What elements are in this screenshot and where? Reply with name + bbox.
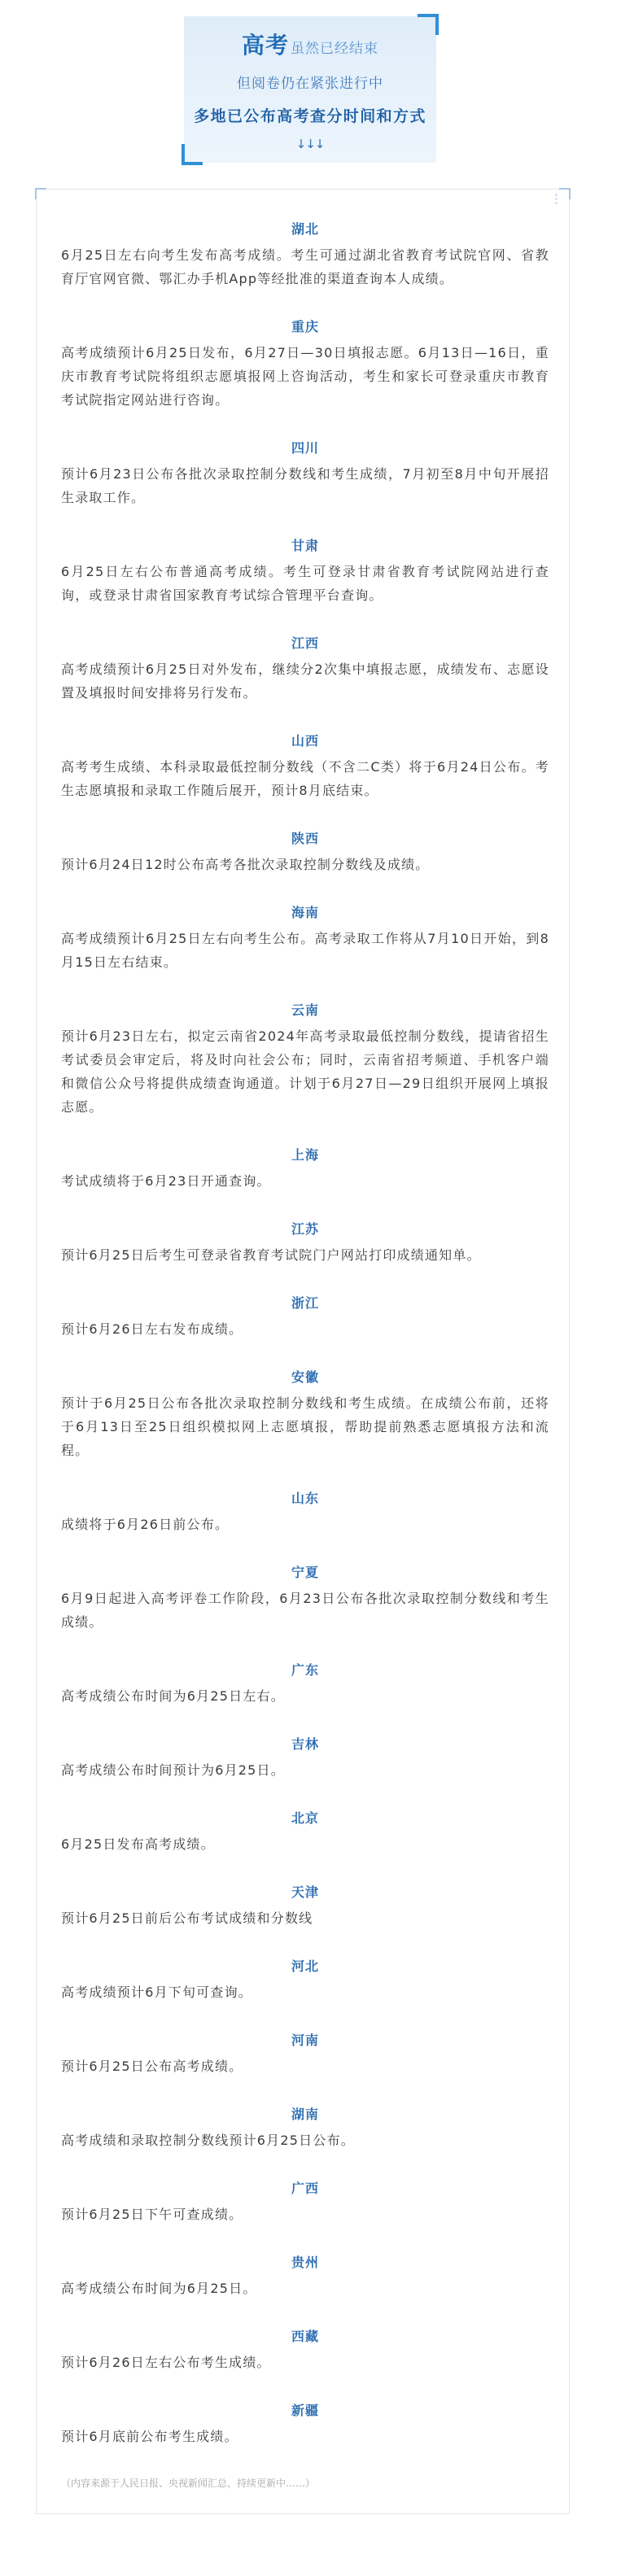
region-section	[61, 1807, 549, 1856]
region-score-release-info: 高考成绩预计6月下旬可查询。	[61, 1984, 252, 2000]
region-section	[61, 1144, 549, 1193]
region-section	[61, 535, 549, 607]
region-heading: 江西	[291, 635, 319, 651]
region-heading: 广西	[291, 2181, 319, 2196]
region-heading: 河北	[291, 1958, 319, 1974]
region-section	[61, 902, 549, 974]
region-score-release-info: 高考成绩预计6月25日左右向考生公布。高考录取工作将从7月10日开始，到8月15日左右结束。	[61, 931, 549, 970]
region-section	[61, 437, 549, 509]
region-score-release-info: 预计于6月25日公布各批次录取控制分数线和考生成绩。在成绩公布前，还将于6月13日至25日组织模拟网上志愿填报，帮助提前熟悉志愿填报方法和流程。	[61, 1395, 549, 1458]
corner-dots-ornament	[555, 193, 558, 204]
region-section	[61, 2177, 549, 2226]
region-score-release-info: 预计6月26日左右发布成绩。	[61, 1321, 243, 1337]
region-heading: 四川	[291, 440, 319, 456]
region-section	[61, 1881, 549, 1930]
region-heading: 山西	[291, 733, 319, 749]
region-section	[61, 999, 549, 1119]
region-section	[61, 730, 549, 802]
banner-headline: 多地已公布高考查分时间和方式	[194, 107, 426, 125]
region-section	[61, 1733, 549, 1782]
region-section	[61, 1561, 549, 1634]
region-heading: 山东	[291, 1491, 319, 1506]
region-heading: 天津	[291, 1884, 319, 1900]
region-heading: 甘肃	[291, 538, 319, 553]
region-score-release-info: 高考考生成绩、本科录取最低控制分数线（不含二C类）将于6月24日公布。考生志愿填报和录取工作随后展开，预计8月底结束。	[61, 759, 549, 798]
region-score-release-info: 预计6月23日公布各批次录取控制分数线和考生成绩，7月初至8月中旬开展招生录取工作。	[61, 466, 549, 505]
region-section	[61, 2029, 549, 2078]
region-heading: 吉林	[291, 1736, 319, 1752]
region-section	[61, 1659, 549, 1708]
source-note: （内容来源于人民日报、央视新闻汇总，持续更新中……）	[61, 2478, 316, 2489]
region-heading: 湖南	[291, 2107, 319, 2122]
region-section	[61, 1218, 549, 1267]
region-score-release-info: 高考成绩预计6月25日对外发布，继续分2次集中填报志愿，成绩发布、志愿设置及填报时间安排将另行发布。	[61, 661, 549, 701]
title-banner	[184, 16, 436, 163]
region-score-release-info: 预计6月23日左右，拟定云南省2024年高考录取最低控制分数线，提请省招生考试委员会审定后，将及时向社会公布；同时，云南省招考频道、手机客户端和微信公众号将提供成绩查询通道。计划于6月27日—29日组织开展网上填报志愿。	[61, 1028, 549, 1115]
down-arrows-icon: ↓↓↓	[295, 137, 325, 151]
region-section	[61, 1955, 549, 2004]
region-heading: 新疆	[291, 2403, 319, 2418]
banner-title-highlight: 高考	[241, 32, 289, 59]
banner-subtitle: 但阅卷仍在紧张进行中	[237, 76, 383, 92]
region-score-release-info: 预计6月25日后考生可登录省教育考试院门户网站打印成绩通知单。	[61, 1247, 481, 1263]
region-section	[61, 827, 549, 876]
region-score-release-info: 预计6月25日前后公布考试成绩和分数线	[61, 1910, 313, 1926]
region-score-release-info: 高考成绩和录取控制分数线预计6月25日公布。	[61, 2133, 355, 2148]
region-section	[61, 1366, 549, 1462]
banner-title	[184, 29, 436, 62]
region-section	[61, 1487, 549, 1536]
banner-title-suffix: 虽然已经结束	[291, 41, 378, 57]
region-section	[61, 2251, 549, 2300]
region-heading: 北京	[291, 1810, 319, 1826]
region-score-release-info: 成绩将于6月26日前公布。	[61, 1517, 230, 1532]
region-heading: 海南	[291, 905, 319, 920]
region-score-release-info: 预计6月25日下午可查成绩。	[61, 2207, 243, 2222]
region-heading: 浙江	[291, 1295, 319, 1311]
region-heading: 安徽	[291, 1369, 319, 1385]
banner-corner-ornament	[418, 14, 439, 35]
region-score-release-info: 高考成绩公布时间为6月25日。	[61, 2281, 257, 2296]
region-heading: 西藏	[291, 2329, 319, 2344]
region-score-release-info: 预计6月26日左右公布考生成绩。	[61, 2355, 271, 2370]
region-score-release-info: 考试成绩将于6月23日开通查询。	[61, 1173, 271, 1189]
region-score-release-info: 6月9日起进入高考评卷工作阶段，6月23日公布各批次录取控制分数线和考生成绩。	[61, 1591, 549, 1630]
region-section	[61, 2325, 549, 2374]
banner-corner-ornament	[181, 144, 203, 165]
region-score-release-info: 6月25日左右公布普通高考成绩。考生可登录甘肃省教育考试院网站进行查询，或登录甘肃省国家教育考试综合管理平台查询。	[61, 564, 549, 603]
region-section	[61, 632, 549, 705]
region-score-release-info: 高考成绩预计6月25日发布，6月27日—30日填报志愿。6月13日—16日，重庆市教育考试院将组织志愿填报网上咨询活动，考生和家长可登录重庆市教育考试院指定网站进行咨询。	[61, 345, 549, 408]
region-heading: 陕西	[291, 831, 319, 846]
region-heading: 云南	[291, 1002, 319, 1018]
region-score-release-info: 6月25日左右向考生发布高考成绩。考生可通过湖北省教育考试院官网、省教育厅官网官微、鄂汇办手机App等经批准的渠道查询本人成绩。	[61, 247, 549, 286]
region-score-release-info: 高考成绩公布时间预计为6月25日。	[61, 1762, 285, 1778]
region-heading: 湖北	[291, 221, 319, 237]
region-score-release-info: 预计6月24日12时公布高考各批次录取控制分数线及成绩。	[61, 857, 430, 872]
region-heading: 宁夏	[291, 1565, 319, 1580]
score-release-card	[36, 189, 570, 2514]
region-list	[61, 218, 549, 2448]
region-score-release-info: 高考成绩公布时间为6月25日左右。	[61, 1688, 285, 1704]
region-section	[61, 2103, 549, 2152]
region-heading: 江苏	[291, 1221, 319, 1237]
region-heading: 广东	[291, 1662, 319, 1678]
region-section	[61, 316, 549, 412]
region-score-release-info: 6月25日发布高考成绩。	[61, 1836, 215, 1852]
region-heading: 重庆	[291, 319, 319, 334]
region-section	[61, 218, 549, 290]
region-heading: 贵州	[291, 2255, 319, 2270]
region-score-release-info: 预计6月25日公布高考成绩。	[61, 2059, 243, 2074]
card-corner-ornament	[35, 188, 46, 199]
card-corner-ornament	[559, 188, 571, 199]
region-heading: 上海	[291, 1147, 319, 1163]
region-heading: 河南	[291, 2032, 319, 2048]
region-section	[61, 2399, 549, 2448]
region-section	[61, 1292, 549, 1341]
region-score-release-info: 预计6月底前公布考生成绩。	[61, 2429, 238, 2444]
